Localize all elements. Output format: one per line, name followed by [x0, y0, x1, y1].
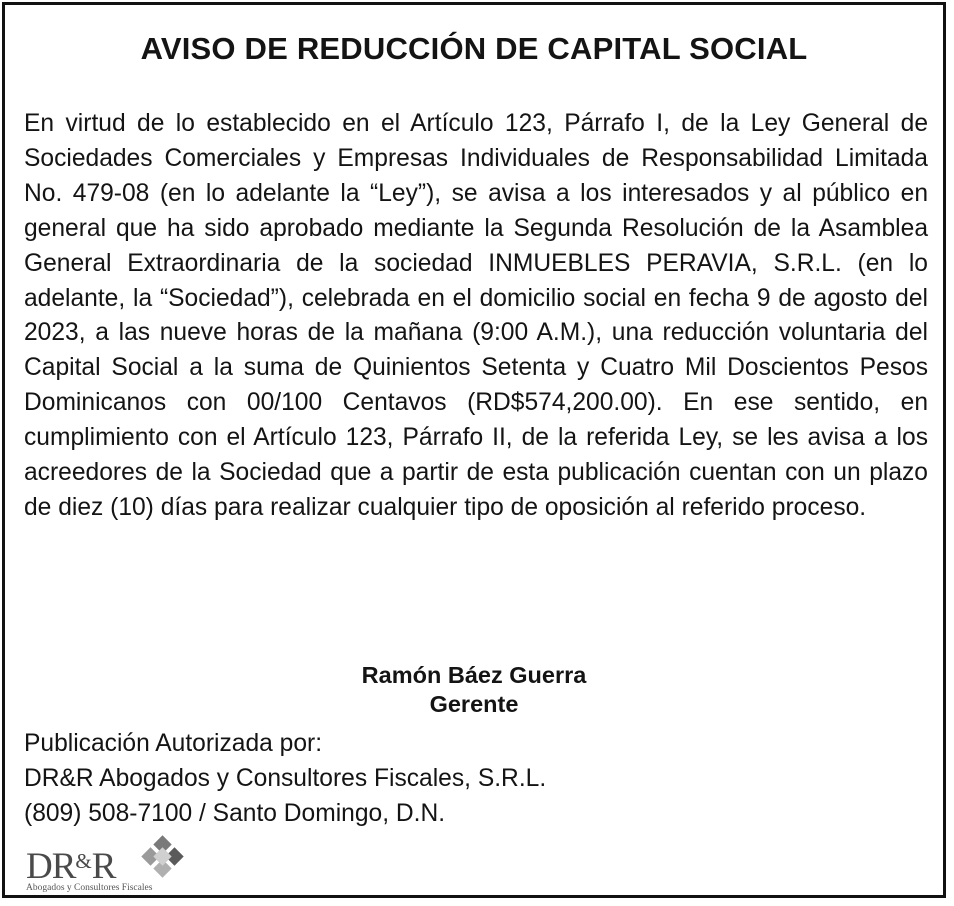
logo-tagline: Abogados y Consultores Fiscales	[26, 883, 153, 893]
publisher-line: (809) 508-7100 / Santo Domingo, D.N.	[24, 800, 446, 827]
notice-body: En virtud de lo establecido en el Artículo 123, Párrafo I, de la Ley General de Sociedades Comerciales y Empresas Individuales de Responsabilidad Limitada No. 479-08 (en lo adelante la “Ley”), se avisa a los interesados y al público en general que ha sido aprobado mediante la Segunda Resolución de la Asamblea General Extraordinaria de la sociedad INMUEBLES PERAVIA, S.R.L. (en lo adelante, la “Sociedad”), celebrada en el domicilio social en fecha 9 de agosto del 2023, a las nueve horas de la mañana (9:00 A.M.), una reducción voluntaria del Capital Social a la suma de Quinientos Setenta y Cuatro Mil Doscientos Pesos Dominicanos con 00/100 Centavos (RD$574,200.00). En ese sentido, en cumplimiento con el Artículo 123, Párrafo II, de la referida Ley, se les avisa a los acreedores de la Sociedad que a partir de esta publicación cuentan con un plazo de diez (10) días para realizar cualquier tipo de oposición al referido proceso.	[24, 110, 928, 521]
signature-block	[5, 661, 943, 719]
signer-title: Gerente	[429, 691, 519, 717]
logo-wordmark: DR&R	[26, 846, 116, 887]
signer-name: Ramón Báez Guerra	[361, 662, 587, 688]
company-logo	[24, 835, 189, 897]
publisher-info	[24, 726, 546, 831]
notice-title: AVISO DE REDUCCIÓN DE CAPITAL SOCIAL	[140, 31, 808, 66]
publisher-line: Publicación Autorizada por:	[24, 730, 323, 757]
notice-box	[2, 2, 946, 898]
publisher-line: DR&R Abogados y Consultores Fiscales, S.R.L.	[24, 765, 547, 792]
diamond-cluster-icon	[138, 835, 188, 885]
